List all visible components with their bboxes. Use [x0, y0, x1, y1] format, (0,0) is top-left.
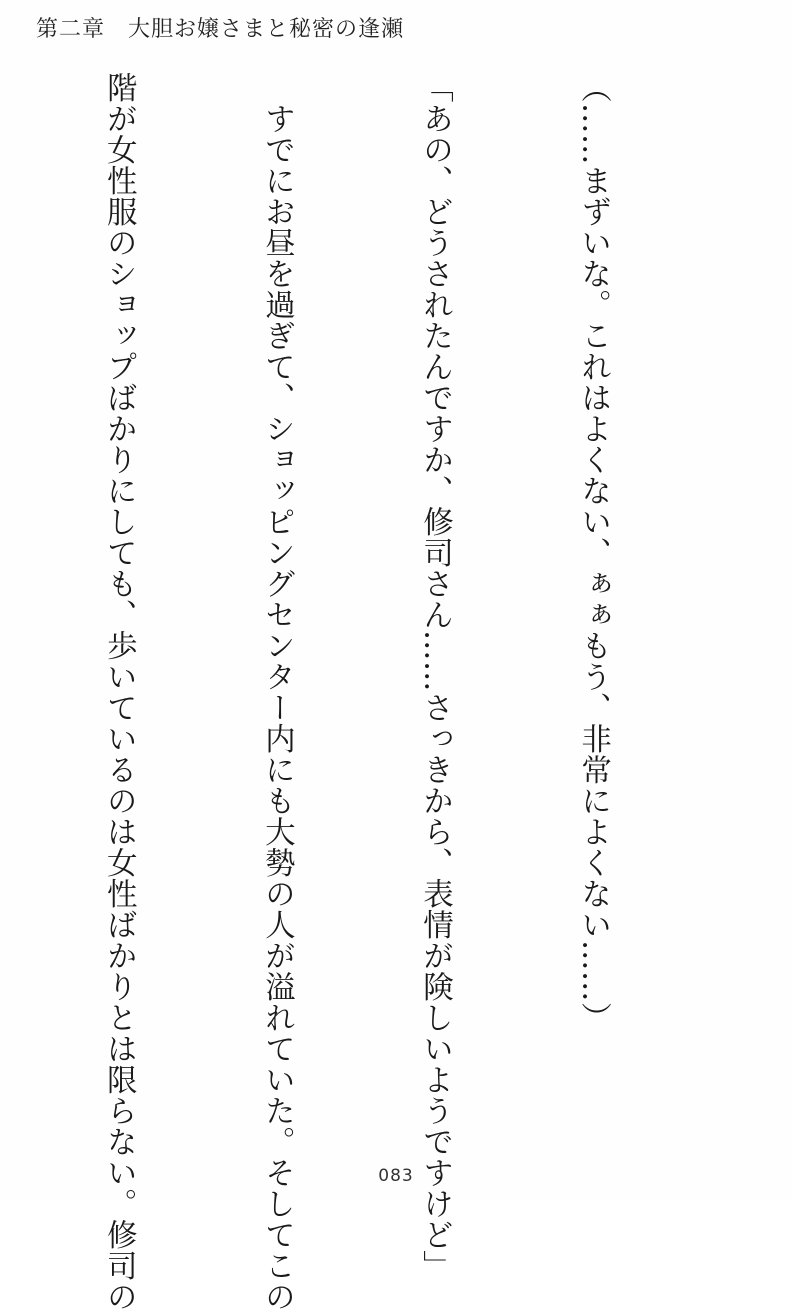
text-column: 階が女性服のショップばかりにしても、歩いているのは女性ばかりとは限らない。修司の	[101, 72, 137, 1312]
text-column: （……まずいな。これはよくない、ぁぁもう、非常によくない……）	[575, 72, 611, 1033]
text-column: 「あの、どうされたんですか、修司さん……さっきから、表情が険しいようですけど」	[417, 72, 453, 1281]
text-column: すでにお昼を過ぎて、ショッピングセンター内にも大勢の人が溢れていた。そしてこの	[259, 72, 295, 1312]
chapter-header: 第二章 大胆お嬢さまと秘密の逢瀬	[36, 17, 405, 42]
page-number: 083	[378, 1166, 414, 1186]
